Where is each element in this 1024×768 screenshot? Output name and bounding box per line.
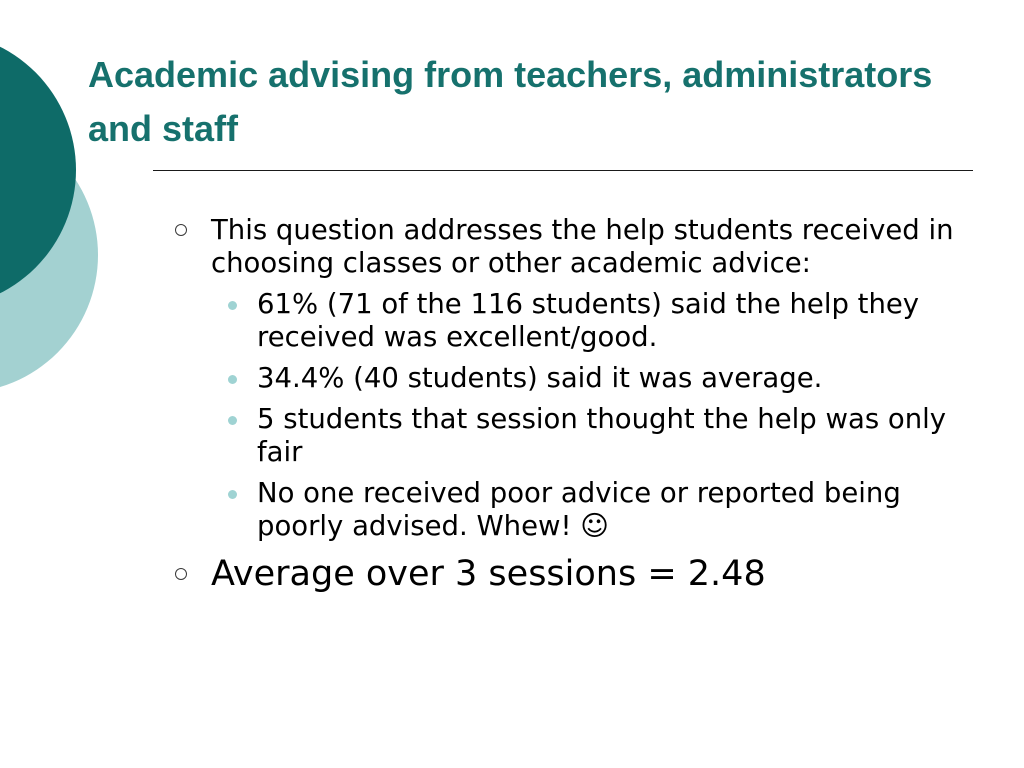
title-divider (153, 170, 973, 171)
dot-bullet-icon (228, 490, 237, 499)
slide-body (175, 214, 985, 595)
sub-bullet-text: 5 students that session thought the help was only fair (257, 403, 947, 468)
hollow-circle-bullet-icon (175, 568, 187, 580)
bullet-average-sessions (175, 553, 985, 595)
dot-bullet-icon (228, 416, 237, 425)
sub-bullet-text: No one received poor advice or reported being poorly advised. Whew! ☺ (257, 477, 901, 542)
hollow-circle-bullet-icon (175, 224, 187, 236)
dot-bullet-icon (228, 375, 237, 384)
sub-bullet-list (175, 288, 985, 543)
sub-bullet-poor (221, 477, 985, 543)
bullet-text: Average over 3 sessions = 2.48 (211, 554, 766, 594)
bullet-question-description (175, 214, 985, 280)
sub-bullet-fair (221, 403, 985, 469)
sub-bullet-average (221, 362, 985, 395)
dot-bullet-icon (228, 301, 237, 310)
slide-title: Academic advising from teachers, administrators and staff (88, 54, 933, 149)
sub-bullet-text: 34.4% (40 students) said it was average. (257, 362, 823, 394)
sub-bullet-excellent-good (221, 288, 985, 354)
sub-bullet-text: 61% (71 of the 116 students) said the help they received was excellent/good. (257, 288, 920, 353)
bullet-text: This question addresses the help students received in choosing classes or other academic advice: (211, 214, 954, 279)
